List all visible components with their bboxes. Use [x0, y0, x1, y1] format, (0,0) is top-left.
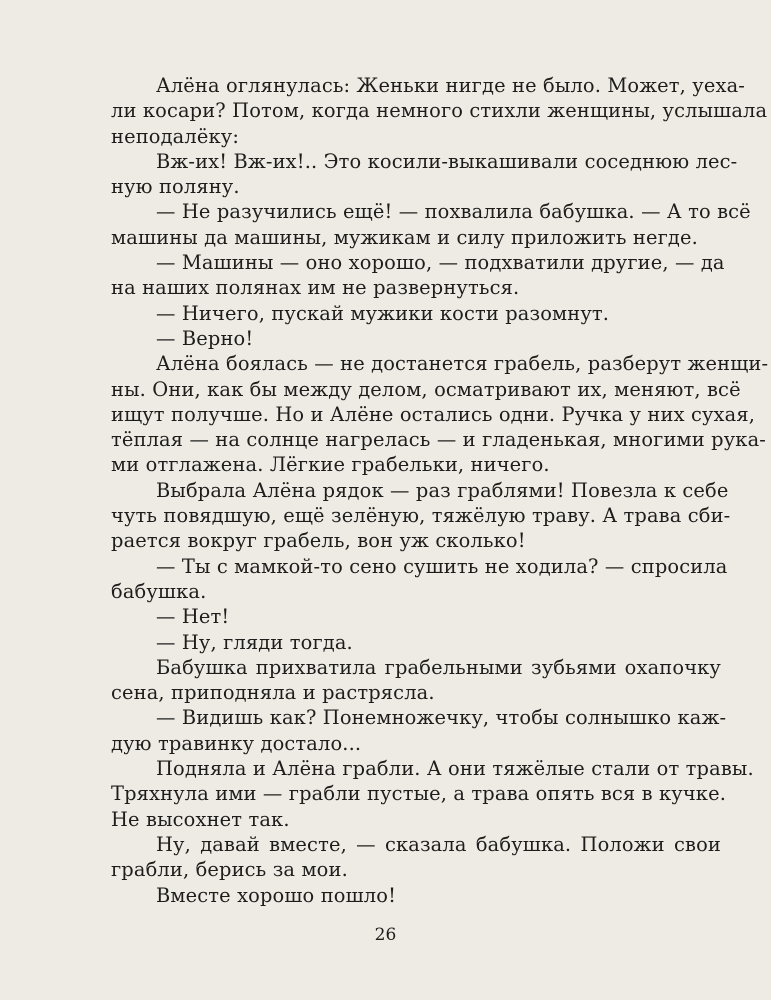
text-line: бабушка.	[111, 579, 207, 603]
text-line: ны. Они, как бы между делом, осматривают их, меняют, всё	[111, 377, 741, 401]
text-line: Алёна оглянулась: Женьки нигде не было. Может, уеха-	[156, 74, 745, 97]
page-number: 26	[374, 925, 397, 945]
text-line: сена, приподняла и растрясла.	[111, 681, 435, 705]
text-line: Ну, давай вместе, — сказала бабушка. Положи свои	[156, 832, 721, 856]
text-line: тёплая — на солнце нагрелась — и гладенькая, многими рука-	[111, 428, 766, 452]
text-line: Алёна боялась — не достанется грабель, разберут женщи-	[156, 352, 769, 376]
text-line: — Ничего, пускай мужики кости разомнут.	[156, 301, 610, 325]
text-line: — Видишь как? Понемножечку, чтобы солнышко каж-	[156, 706, 727, 730]
body-text	[111, 73, 769, 908]
text-line: Вж-их! Вж-их!.. Это косили-выкашивали соседнюю лес-	[156, 149, 738, 173]
text-line: — Не разучились ещё! — похвалила бабушка. — А то всё	[156, 200, 751, 224]
text-line: машины да машины, мужикам и силу приложить негде.	[111, 225, 698, 249]
text-line: — Ну, гляди тогда.	[156, 630, 353, 654]
text-line: ли косари? Потом, когда немного стихли женщины, услышала	[111, 99, 768, 123]
text-line: ми отглажена. Лёгкие грабельки, ничего.	[111, 453, 550, 477]
text-line: Вместе хорошо пошло!	[156, 883, 397, 907]
text-line: ную поляну.	[111, 175, 240, 199]
text-line: на наших полянах им не развернуться.	[111, 276, 520, 300]
text-line: Тряхнула ими — грабли пустые, а трава опять вся в кучке.	[111, 782, 727, 806]
text-line: неподалёку:	[111, 124, 240, 148]
text-line: Выбрала Алёна рядок — раз граблями! Повезла к себе	[156, 478, 729, 502]
text-line: грабли, берись за мои.	[111, 858, 348, 882]
text-line: — Верно!	[156, 326, 254, 350]
text-line: — Ты с мамкой-то сено сушить не ходила? — спросила	[156, 554, 728, 578]
text-line: Подняла и Алёна грабли. А они тяжёлые стали от травы.	[156, 757, 754, 781]
text-line: рается вокруг грабель, вон уж сколько!	[111, 529, 526, 553]
text-line: Не высохнет так.	[111, 807, 290, 831]
text-line: — Нет!	[156, 605, 230, 629]
text-line: дую травинку достало...	[111, 731, 362, 755]
text-line: — Машины — оно хорошо, — подхватили другие, — да	[156, 251, 725, 275]
text-line: Бабушка прихватила грабельными зубьями охапочку	[156, 655, 721, 679]
text-line: чуть повядшую, ещё зелёную, тяжёлую траву. А трава сби-	[111, 504, 731, 528]
text-line: ищут получше. Но и Алёне остались одни. Ручка у них сухая,	[111, 402, 756, 426]
